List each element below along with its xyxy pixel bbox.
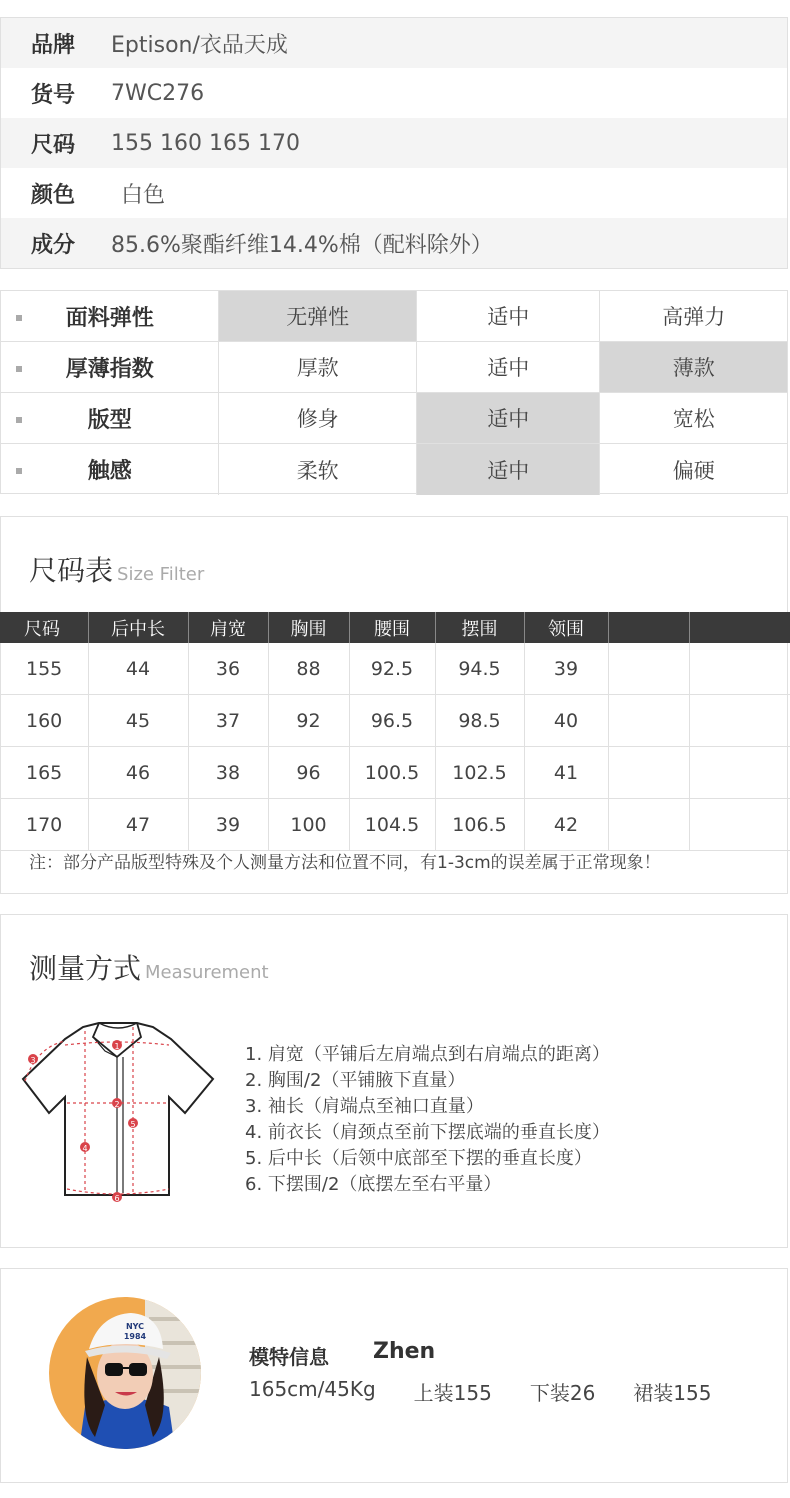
table-cell: 92 (268, 695, 349, 747)
attribute-row (1, 342, 787, 393)
attribute-name-text: 面料弹性 (65, 305, 154, 331)
attribute-name (1, 291, 219, 341)
table-cell: 104.5 (349, 799, 435, 851)
attribute-row (1, 444, 787, 495)
info-row-brand (1, 18, 787, 68)
size-chart-header-cell: 尺码 (0, 612, 88, 643)
size-chart-title-en: Size Filter (117, 564, 205, 585)
table-cell: 106.5 (435, 799, 524, 851)
table-cell: 155 (0, 643, 88, 695)
product-info-panel (0, 17, 788, 269)
measurement-title (29, 947, 269, 987)
attribute-option-selected: 薄款 (600, 342, 787, 392)
attribute-option-selected: 无弹性 (219, 291, 417, 341)
measurement-item: 4. 前衣长（肩颈点至前下摆底端的垂直长度） (245, 1122, 610, 1143)
info-value: Eptison/衣品天成 (111, 32, 288, 58)
size-chart-header-cell: 摆围 (435, 612, 524, 643)
attribute-option: 适中 (417, 291, 601, 341)
table-row (0, 695, 790, 747)
measurement-item: 1. 肩宽（平铺后左肩端点到右肩端点的距离） (245, 1044, 610, 1065)
bullet-square-icon (16, 315, 22, 321)
marker-4: 4 (82, 1144, 88, 1153)
attribute-name (1, 342, 219, 392)
table-cell (608, 695, 689, 747)
attribute-option: 偏硬 (672, 458, 715, 483)
table-row (0, 747, 790, 799)
size-chart-note: 注：部分产品版型特殊及个人测量方法和位置不同，有1-3cm的误差属于正常现象！ (29, 853, 661, 873)
size-chart-header-cell (608, 612, 689, 643)
attribute-row (1, 393, 787, 444)
info-value: 白色 (121, 182, 166, 208)
attribute-option: 厚款 (219, 342, 417, 392)
attribute-option-selected: 适中 (417, 444, 601, 495)
info-row-sizes (1, 118, 787, 168)
info-row-composition (1, 218, 787, 268)
info-key: 货号 (31, 82, 76, 108)
size-chart-header-cell: 后中长 (88, 612, 188, 643)
table-cell: 36 (188, 643, 268, 695)
model-avatar (49, 1297, 201, 1449)
model-info-panel (0, 1268, 788, 1483)
attribute-name (1, 393, 219, 443)
table-cell: 46 (88, 747, 188, 799)
attribute-option: 高弹力 (662, 305, 726, 329)
table-cell: 39 (524, 643, 608, 695)
size-chart-header-row (0, 612, 790, 643)
table-cell: 160 (0, 695, 88, 747)
table-cell: 102.5 (435, 747, 524, 799)
cap-text-line2: 1984 (123, 1332, 147, 1341)
table-cell: 88 (268, 643, 349, 695)
attribute-name-text: 触感 (87, 459, 132, 484)
info-row-item-number (1, 68, 787, 118)
table-row (0, 799, 790, 851)
attribute-row (1, 291, 787, 342)
fabric-attributes-table (0, 290, 788, 494)
measurement-item: 6. 下摆围/2（底摆左至右平量） (245, 1174, 502, 1195)
table-row (0, 643, 790, 695)
bullet-square-icon (16, 417, 22, 423)
size-chart-header-cell: 领围 (524, 612, 608, 643)
attribute-name-text: 厚薄指数 (65, 356, 154, 382)
model-skirt-size: 裙装155 (633, 1381, 712, 1405)
table-cell (689, 695, 790, 747)
bullet-square-icon (16, 366, 22, 372)
table-cell: 39 (188, 799, 268, 851)
marker-5: 5 (130, 1120, 136, 1129)
table-cell: 170 (0, 799, 88, 851)
size-chart-header-cell: 胸围 (268, 612, 349, 643)
model-stats (249, 1377, 749, 1406)
size-chart-title (29, 549, 204, 589)
table-cell: 38 (188, 747, 268, 799)
attribute-option: 宽松 (672, 407, 715, 431)
table-cell: 47 (88, 799, 188, 851)
table-cell: 100.5 (349, 747, 435, 799)
info-value: 85.6%聚酯纤维14.4%棉（配料除外） (111, 232, 493, 258)
table-cell: 37 (188, 695, 268, 747)
marker-1: 1 (114, 1042, 120, 1051)
table-cell: 165 (0, 747, 88, 799)
table-cell: 42 (524, 799, 608, 851)
size-chart-header-cell (689, 612, 790, 643)
info-key: 品牌 (31, 32, 76, 58)
attribute-option: 适中 (417, 342, 601, 392)
model-bottom-size: 下装26 (529, 1381, 596, 1405)
measurement-markers (28, 1040, 138, 1203)
attribute-option-selected: 适中 (417, 393, 601, 443)
table-cell: 44 (88, 643, 188, 695)
marker-3: 3 (30, 1056, 36, 1065)
measurement-title-en: Measurement (145, 962, 269, 983)
measurement-item: 5. 后中长（后领中底部至下摆的垂直长度） (245, 1148, 592, 1169)
table-cell: 41 (524, 747, 608, 799)
info-row-color (1, 168, 787, 218)
shirt-diagram-icon (19, 1017, 219, 1203)
table-cell: 92.5 (349, 643, 435, 695)
marker-2: 2 (114, 1100, 120, 1109)
table-cell: 96 (268, 747, 349, 799)
info-key: 颜色 (31, 182, 76, 208)
model-height-weight: 165cm/45Kg (249, 1377, 376, 1401)
size-chart-header-cell: 腰围 (349, 612, 435, 643)
size-chart-panel (0, 516, 788, 894)
table-cell (689, 643, 790, 695)
table-cell: 100 (268, 799, 349, 851)
measurement-title-cn: 测量方式 (29, 952, 142, 985)
model-top-size: 上装155 (413, 1381, 492, 1405)
table-cell: 98.5 (435, 695, 524, 747)
cap-text-line1: NYC (125, 1322, 145, 1331)
table-cell (608, 643, 689, 695)
attribute-name (1, 444, 219, 495)
model-info-title: 模特信息 (249, 1345, 329, 1369)
info-value: 7WC276 (111, 80, 205, 106)
info-value: 155 160 165 170 (111, 130, 300, 156)
table-cell: 40 (524, 695, 608, 747)
info-key: 尺码 (31, 132, 76, 158)
info-key: 成分 (31, 232, 76, 258)
measurement-panel (0, 914, 788, 1248)
size-chart-title-cn: 尺码表 (29, 554, 114, 587)
bullet-square-icon (16, 468, 22, 474)
attribute-option: 修身 (219, 393, 417, 443)
table-cell: 96.5 (349, 695, 435, 747)
measurement-list (245, 1042, 610, 1198)
table-cell (689, 747, 790, 799)
table-cell (608, 799, 689, 851)
model-name: Zhen (373, 1339, 436, 1364)
attribute-name-text: 版型 (87, 407, 132, 433)
measurement-item: 2. 胸围/2（平铺腋下直量） (245, 1070, 466, 1091)
marker-6: 6 (114, 1194, 120, 1203)
table-cell (608, 747, 689, 799)
table-cell: 94.5 (435, 643, 524, 695)
table-cell: 45 (88, 695, 188, 747)
size-chart-table (0, 612, 790, 851)
measurement-item: 3. 袖长（肩端点至袖口直量） (245, 1096, 484, 1117)
size-chart-header-cell: 肩宽 (188, 612, 268, 643)
table-cell (689, 799, 790, 851)
attribute-option: 柔软 (219, 444, 417, 495)
